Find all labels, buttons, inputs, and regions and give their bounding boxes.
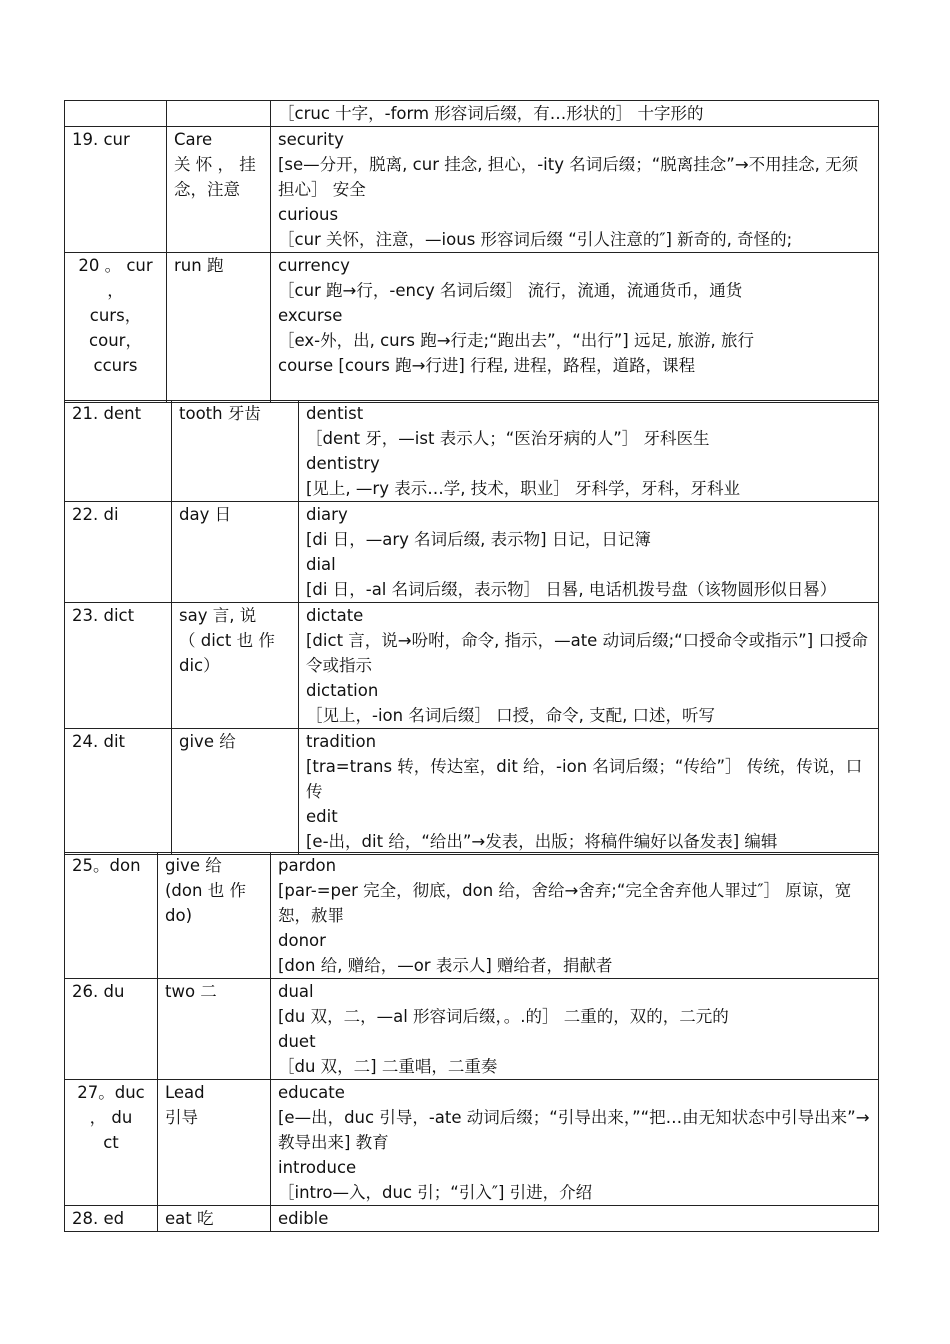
example-line: ［见上，-ion 名词后缀］ 口授，命令, 支配, 口述，听写 (306, 706, 716, 725)
example-word: curious (278, 205, 339, 224)
example-word: diary (306, 505, 348, 524)
example-line: ［intro—入，duc 引；“引入″] 引进，介绍 (278, 1183, 593, 1202)
example-line: ［ex-外，出, curs 跑→行走;“跑出去”，“出行”] 远足, 旅游, 旅行 (278, 331, 754, 350)
example-line: ［du 双，二] 二重唱，二重奏 (278, 1057, 498, 1076)
root-cell (65, 101, 167, 127)
meaning-cell: tooth 牙齿 (172, 401, 299, 502)
example-word: dictation (306, 681, 379, 700)
example-line: ［dent 牙，—ist 表示人；“医治牙病的人”］ 牙科医生 (306, 429, 710, 448)
example-line: [tra=trans 转，传达室，dit 给，-ion 名词后缀；“传给”］ 传统，传说，口传 (306, 757, 863, 801)
example-word: dual (278, 982, 314, 1001)
example-line: ［cur 跑→行，-ency 名词后缀］ 流行，流通，流通货币，通货 (278, 281, 743, 300)
meaning-cell: eat 吃 (158, 1206, 271, 1232)
table-row (65, 253, 879, 403)
example-line: [e—出，duc 引导，-ate 动词后缀；“引导出来，”“把…由无知状态中引导出来”→教导出来] 教育 (278, 1108, 870, 1152)
example-line: [du 双，二，—al 形容词后缀，。.的］ 二重的，双的，二元的 (278, 1007, 729, 1026)
examples-cell (271, 853, 879, 979)
root-cell: 19. cur (65, 127, 167, 253)
example-word: introduce (278, 1158, 357, 1177)
meaning-cell (167, 101, 271, 127)
example-word: edible (278, 1209, 329, 1228)
example-word: dictate (306, 606, 364, 625)
root-cell: 23. dict (65, 603, 172, 729)
examples-cell (299, 502, 879, 603)
table-row (65, 101, 879, 127)
example-word: donor (278, 931, 326, 950)
table-row (65, 1080, 879, 1206)
root-cell: 27。duc ， du ct (65, 1080, 158, 1206)
examples-cell (299, 603, 879, 729)
examples-cell (271, 979, 879, 1080)
example-line: [di 日，-al 名词后缀，表示物］ 日晷, 电话机拨号盘（该物圆形似日晷） (306, 580, 837, 599)
example-line: [见上, —ry 表示…学, 技术，职业］ 牙科学，牙科，牙科业 (306, 479, 740, 498)
meaning-cell: run 跑 (167, 253, 271, 403)
root-cell: 21. dent (65, 401, 172, 502)
meaning-cell: give 给 (don 也 作 do) (158, 853, 271, 979)
table-row (65, 853, 879, 979)
vocab-table-segment-b (64, 400, 879, 855)
meaning-cell: two 二 (158, 979, 271, 1080)
root-cell: 28. ed (65, 1206, 158, 1232)
meaning-cell: give 给 (172, 729, 299, 855)
example-line: [e-出，dit 给，“给出”→发表，出版；将稿件编好以备发表] 编辑 (306, 832, 778, 851)
table-row (65, 1206, 879, 1232)
example-word: tradition (306, 732, 377, 751)
examples-cell (271, 253, 879, 403)
vocab-table-segment-c (64, 852, 879, 1232)
example-line: [di 日，—ary 名词后缀, 表示物] 日记，日记簿 (306, 530, 651, 549)
example-line: [don 给, 赠给，—or 表示人] 赠给者，捐献者 (278, 956, 613, 975)
example-line: [se—分开，脱离, cur 挂念, 担心，-ity 名词后缀；“脱离挂念”→不用挂念, 无须担心］ 安全 (278, 155, 859, 199)
table-row (65, 979, 879, 1080)
example-word: duet (278, 1032, 316, 1051)
table-row (65, 401, 879, 502)
root-cell: 26. du (65, 979, 158, 1080)
example-line: ［cruc 十字，-form 形容词后缀，有…形状的］ 十字形的 (278, 104, 704, 123)
example-line: [par-=per 完全，彻底，don 给，舍给→舍弃;“完全舍弃他人罪过″］ 原谅，宽恕，赦罪 (278, 881, 852, 925)
example-word: dial (306, 555, 336, 574)
table-row (65, 603, 879, 729)
examples-cell (271, 1080, 879, 1206)
root-cell: 24. dit (65, 729, 172, 855)
example-word: pardon (278, 856, 337, 875)
vocab-table-segment-a (64, 100, 879, 403)
meaning-cell: day 日 (172, 502, 299, 603)
example-line: course [cours 跑→行进] 行程, 进程，路程，道路，课程 (278, 356, 696, 375)
table-row (65, 127, 879, 253)
examples-cell (271, 127, 879, 253)
example-word: currency (278, 256, 350, 275)
examples-cell (271, 1206, 879, 1232)
root-cell: 25。don (65, 853, 158, 979)
examples-cell (299, 401, 879, 502)
example-line: ［cur 关怀，注意，—ious 形容词后缀 “引人注意的″] 新奇的, 奇怪的; (278, 230, 793, 249)
examples-cell (271, 101, 879, 127)
meaning-cell: say 言, 说 （ dict 也 作 dic） (172, 603, 299, 729)
meaning-cell: Lead 引导 (158, 1080, 271, 1206)
table-row (65, 502, 879, 603)
meaning-cell: Care 关 怀 ， 挂 念，注意 (167, 127, 271, 253)
example-word: dentistry (306, 454, 380, 473)
example-word: excurse (278, 306, 343, 325)
table-row (65, 729, 879, 855)
example-word: edit (306, 807, 338, 826)
example-word: security (278, 130, 344, 149)
example-line: [dict 言，说→吩咐，命令, 指示，—ate 动词后缀;“口授命令或指示”] 口授命令或指示 (306, 631, 868, 675)
root-cell: 22. di (65, 502, 172, 603)
example-word: dentist (306, 404, 364, 423)
root-cell: 20 。 cur ， curs， cour， ccurs (65, 253, 167, 403)
example-word: educate (278, 1083, 345, 1102)
examples-cell (299, 729, 879, 855)
